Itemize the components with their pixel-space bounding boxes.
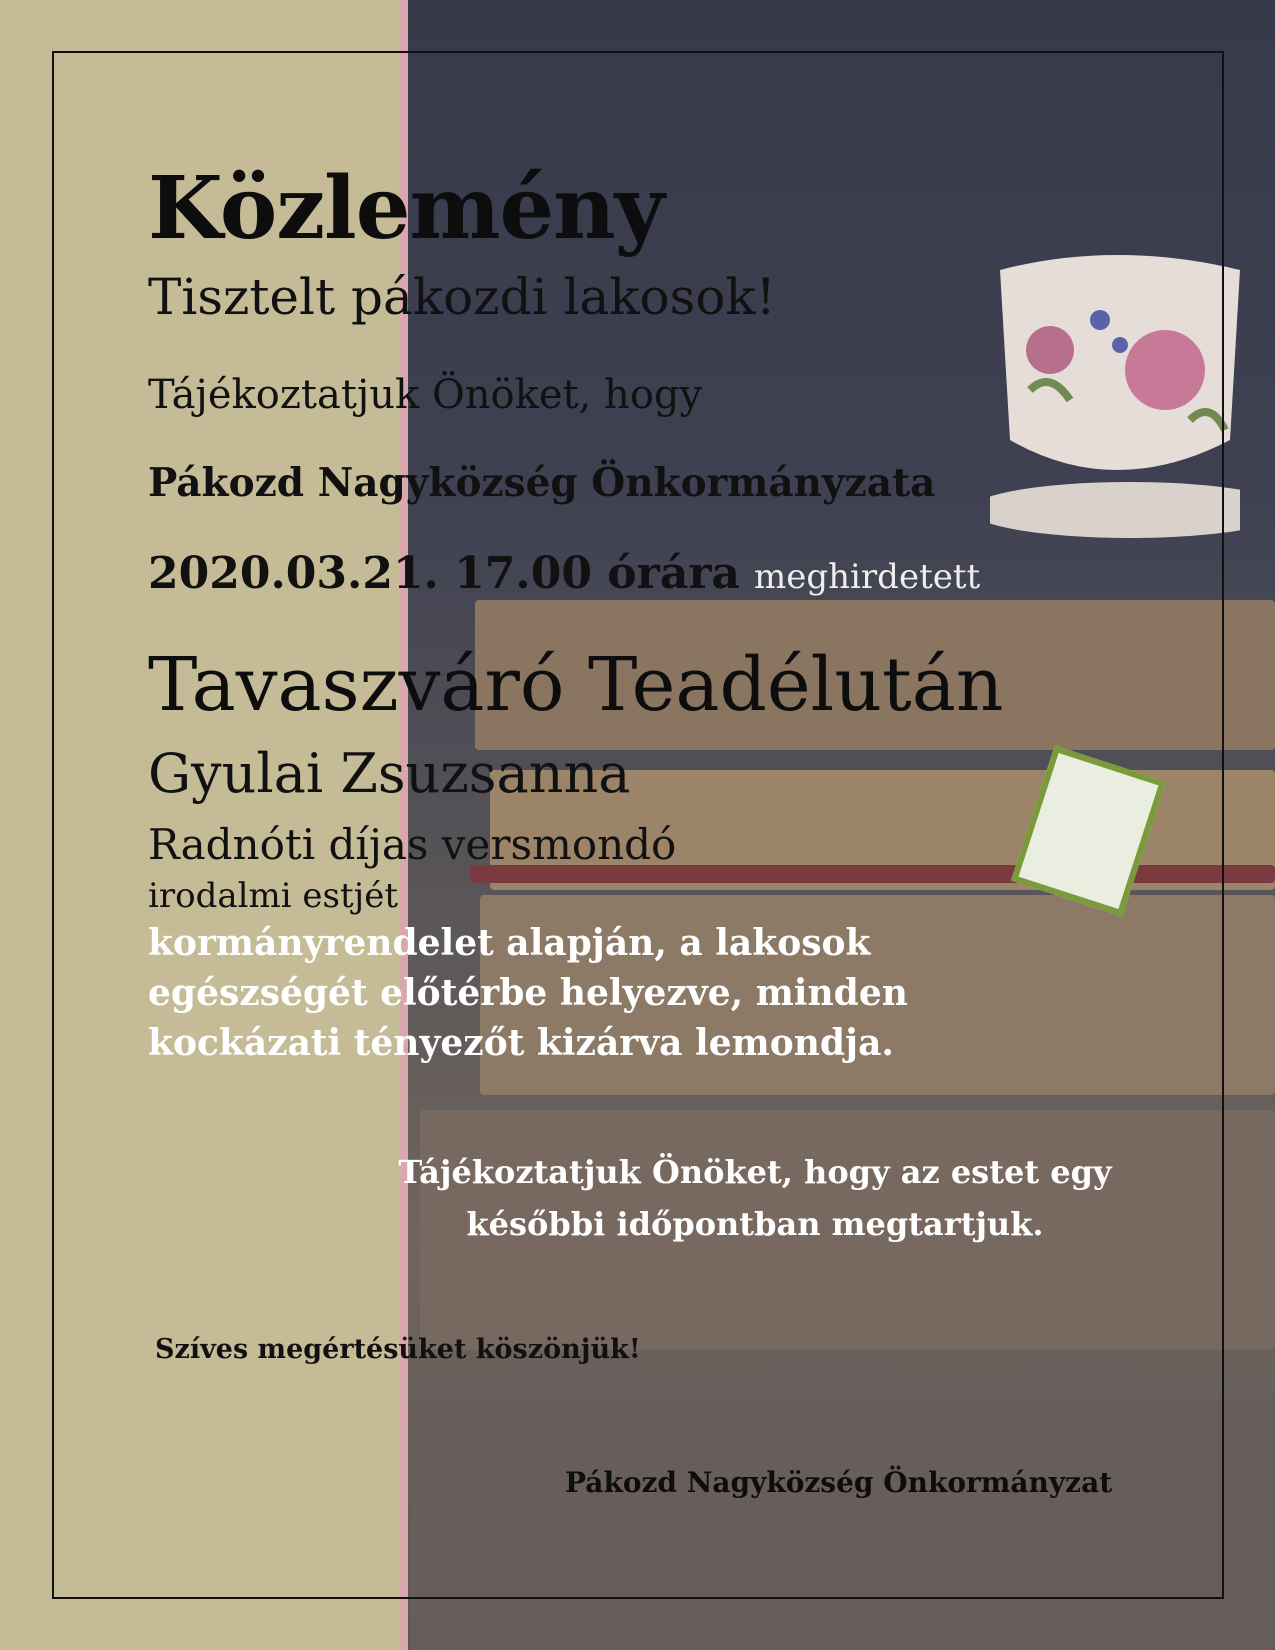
- notice-title: Közlemény: [148, 158, 664, 259]
- event-date-line: [148, 548, 980, 599]
- literary-evening: irodalmi estjét: [148, 876, 398, 916]
- greeting: Tisztelt pákozdi lakosok!: [148, 268, 776, 326]
- postponement-text: Tájékoztatjuk Önöket, hogy az estet egy későbbi időpontban megtartjuk.: [398, 1153, 1112, 1243]
- announced-word: meghirdetett: [754, 557, 981, 597]
- performer-name: Gyulai Zsuzsanna: [148, 742, 631, 805]
- signature: Pákozd Nagyközség Önkormányzat: [565, 1466, 1113, 1499]
- performer-award: Radnóti díjas versmondó: [148, 820, 677, 869]
- event-name: Tavaszváró Teadélután: [148, 642, 1004, 728]
- thanks-text: Szíves megértésüket köszönjük!: [155, 1334, 641, 1365]
- inform-intro: Tájékoztatjuk Önöket, hogy: [148, 372, 703, 418]
- cancellation-text: kormányrendelet alapján, a lakosok egészségét előtérbe helyezve, minden kockázati tényezőt kizárva lemondja.: [148, 922, 908, 1064]
- organizer-name: Pákozd Nagyközség Önkormányzata: [148, 460, 936, 506]
- event-date-time: 2020.03.21. 17.00 órára: [148, 548, 741, 599]
